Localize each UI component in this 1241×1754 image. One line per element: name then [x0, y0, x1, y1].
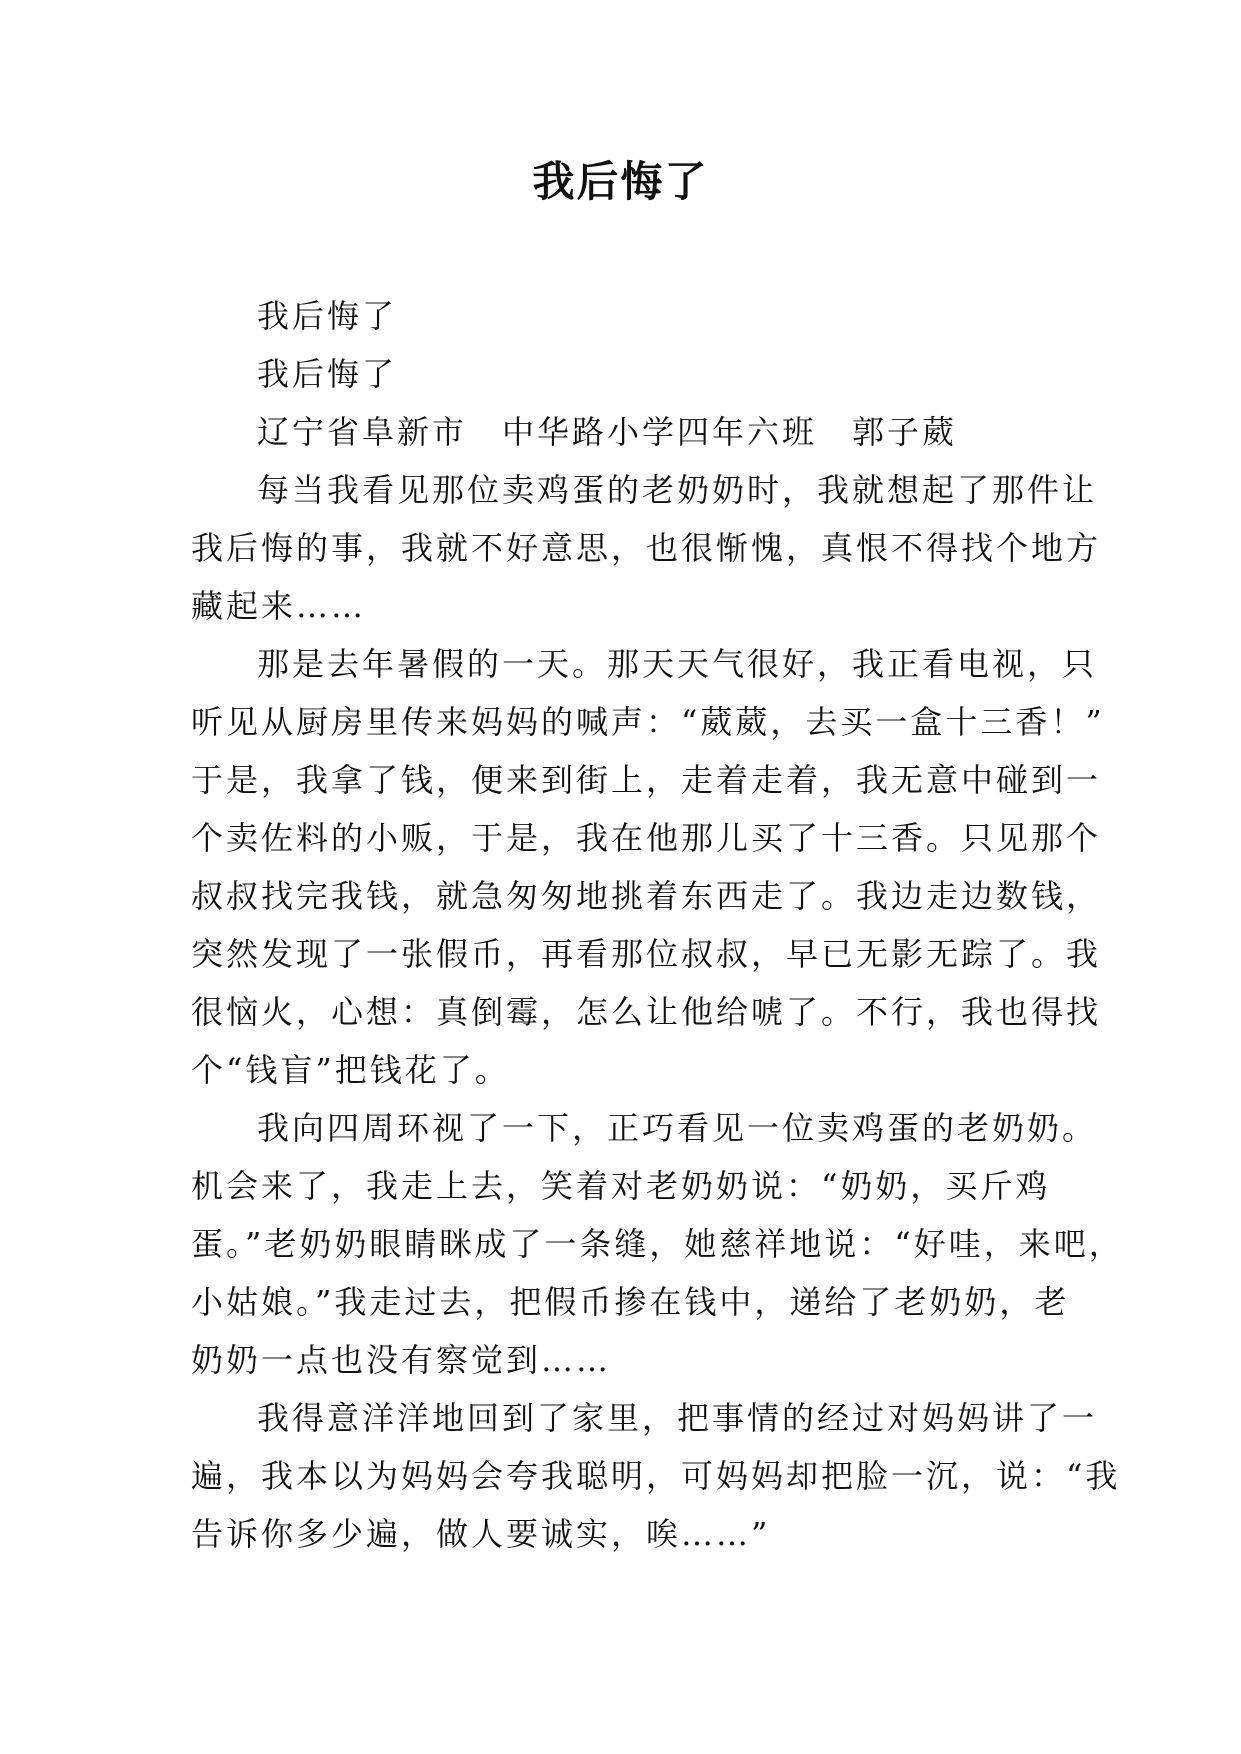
- text-line: 奶奶一点也没有察觉到……: [191, 1341, 612, 1379]
- text-line: 听见从厨房里传来妈妈的喊声：“葳葳，去买一盒十三香！”: [191, 703, 1105, 741]
- text-line: 很恼火，心想：真倒霉，怎么让他给唬了。不行，我也得找: [191, 993, 1102, 1031]
- text-line: 小姑娘。”我走过去，把假币掺在钱中，递给了老奶奶，老: [191, 1283, 1070, 1321]
- text-line: 机会来了，我走上去，笑着对老奶奶说：“奶奶，买斤鸡: [191, 1167, 1051, 1205]
- text-line: 蛋。”老奶奶眼睛眯成了一条缝，她慈祥地说：“好哇，来吧，: [191, 1225, 1124, 1263]
- text-line: 突然发现了一张假币，再看那位叔叔，早已无影无踪了。我: [191, 935, 1102, 973]
- text-line: 藏起来……: [191, 587, 367, 625]
- text-line: 我后悔了: [257, 355, 398, 393]
- text-line: 每当我看见那位卖鸡蛋的老奶奶时，我就想起了那件让: [257, 471, 1098, 509]
- text-line: 我得意洋洋地回到了家里，把事情的经过对妈妈讲了一: [257, 1399, 1098, 1437]
- text-line: 于是，我拿了钱，便来到街上，走着走着，我无意中碰到一: [191, 761, 1102, 799]
- text-line: 个卖佐料的小贩，于是，我在他那儿买了十三香。只见那个: [191, 819, 1102, 857]
- text-line: 那是去年暑假的一天。那天天气很好，我正看电视，只: [257, 645, 1098, 683]
- document-body: [191, 287, 1124, 1563]
- text-line: 我向四周环视了一下，正巧看见一位卖鸡蛋的老奶奶。: [257, 1109, 1098, 1147]
- document-title: 我后悔了: [532, 157, 709, 206]
- text-line: 辽宁省阜新市 中华路小学四年六班 郭子葳: [257, 413, 958, 451]
- text-line: 个“钱盲”把钱花了。: [191, 1051, 510, 1089]
- text-line: 我后悔的事，我就不好意思，也很惭愧，真恨不得找个地方: [191, 529, 1102, 567]
- text-line: 遍，我本以为妈妈会夸我聪明，可妈妈却把脸一沉，说：“我: [191, 1457, 1121, 1495]
- text-line: 告诉你多少遍，做人要诚实，唉……”: [191, 1515, 771, 1553]
- text-line: 叔叔找完我钱，就急匆匆地挑着东西走了。我边走边数钱，: [191, 877, 1102, 915]
- text-line: 我后悔了: [257, 297, 398, 335]
